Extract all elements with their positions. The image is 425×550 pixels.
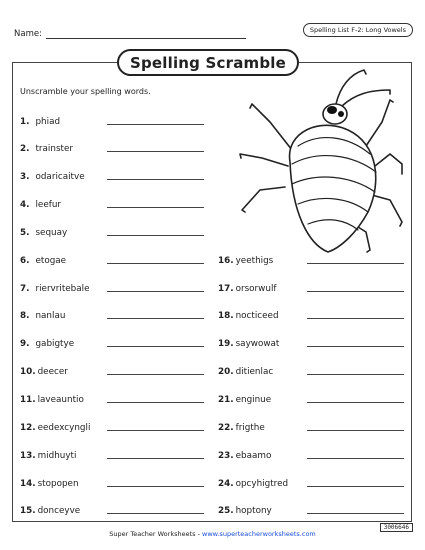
list-item: [20, 307, 65, 321]
list-item: [20, 168, 85, 182]
item-number: 9.: [20, 339, 30, 349]
item-number: 16.: [218, 256, 234, 266]
list-item: [20, 419, 90, 433]
answer-line[interactable]: [107, 513, 204, 514]
answer-line[interactable]: [107, 346, 204, 347]
item-number: 19.: [218, 339, 234, 349]
worksheet-code: 3006646: [380, 523, 413, 532]
answer-line[interactable]: [307, 374, 404, 375]
list-item: [20, 252, 66, 266]
list-item: [218, 335, 279, 349]
item-number: 4.: [20, 200, 30, 210]
answer-line[interactable]: [307, 291, 404, 292]
answer-line[interactable]: [107, 179, 204, 180]
item-number: 2.: [20, 144, 30, 154]
item-number: 8.: [20, 311, 30, 321]
answer-line[interactable]: [307, 430, 404, 431]
scrambled-word: leefur: [35, 200, 62, 210]
scrambled-word: orsorwulf: [235, 284, 277, 294]
list-item: [20, 280, 90, 294]
list-item: [20, 335, 74, 349]
scrambled-word: ditienlac: [235, 367, 274, 377]
answer-line[interactable]: [307, 458, 404, 459]
name-input-line[interactable]: [46, 30, 246, 39]
footer-brand: Super Teacher Worksheets: [109, 530, 196, 538]
list-item: [218, 280, 277, 294]
item-number: 18.: [218, 311, 234, 321]
scrambled-word: nanlau: [35, 311, 66, 321]
scrambled-word: midhuyti: [37, 451, 77, 461]
scrambled-word: ebaamo: [235, 451, 272, 461]
scrambled-word: hoptony: [235, 506, 272, 516]
list-item: [218, 363, 273, 377]
answer-line[interactable]: [107, 151, 204, 152]
scrambled-word: donceyve: [37, 506, 81, 516]
answer-line[interactable]: [307, 402, 404, 403]
list-item: [20, 475, 79, 489]
answer-line[interactable]: [307, 263, 404, 264]
list-item: [218, 502, 272, 516]
scrambled-word: phiad: [35, 117, 61, 127]
item-number: 5.: [20, 228, 30, 238]
list-item: [20, 447, 76, 461]
list-item: [20, 502, 80, 516]
item-number: 10.: [20, 367, 36, 377]
name-label: Name:: [14, 29, 42, 39]
list-item: [20, 196, 61, 210]
item-number: 23.: [218, 451, 234, 461]
item-number: 13.: [20, 451, 36, 461]
page-title: Spelling Scramble: [117, 49, 299, 76]
scrambled-word: enginue: [235, 395, 272, 405]
scrambled-word: etogae: [35, 256, 67, 266]
spelling-list-tag: Spelling List F-2: Long Vowels: [303, 23, 413, 37]
footer: [0, 530, 425, 538]
list-item: [218, 307, 279, 321]
item-number: 20.: [218, 367, 234, 377]
bug-illustration: [230, 62, 415, 272]
item-number: 25.: [218, 506, 234, 516]
footer-separator: -: [195, 530, 203, 538]
list-item: [20, 140, 73, 154]
answer-line[interactable]: [107, 458, 204, 459]
scrambled-word: sequay: [35, 228, 68, 238]
answer-line[interactable]: [107, 207, 204, 208]
scrambled-word: yeethigs: [235, 256, 274, 266]
scrambled-word: stopopen: [37, 479, 79, 489]
answer-line[interactable]: [307, 513, 404, 514]
answer-line[interactable]: [107, 124, 204, 125]
scrambled-word: riervritebale: [35, 284, 90, 294]
list-item: [20, 391, 84, 405]
list-item: [218, 391, 271, 405]
list-item: [218, 475, 288, 489]
answer-line[interactable]: [107, 402, 204, 403]
instructions: Unscramble your spelling words.: [20, 87, 151, 96]
answer-line[interactable]: [107, 263, 204, 264]
item-number: 7.: [20, 284, 30, 294]
answer-line[interactable]: [107, 235, 204, 236]
list-item: [20, 224, 67, 238]
scrambled-word: opcyhigtred: [235, 479, 289, 489]
scrambled-word: laveauntio: [37, 395, 84, 405]
answer-line[interactable]: [307, 486, 404, 487]
item-number: 21.: [218, 395, 234, 405]
item-number: 22.: [218, 423, 234, 433]
answer-line[interactable]: [107, 291, 204, 292]
item-number: 1.: [20, 117, 30, 127]
scrambled-word: nocticeed: [235, 311, 279, 321]
name-field: [14, 29, 246, 39]
answer-line[interactable]: [107, 318, 204, 319]
list-item: [218, 252, 273, 266]
scrambled-word: eedexcyngli: [37, 423, 91, 433]
answer-line[interactable]: [107, 430, 204, 431]
footer-link[interactable]: www.superteacherworksheets.com: [202, 530, 316, 538]
list-item: [20, 113, 60, 127]
list-item: [218, 419, 265, 433]
item-number: 3.: [20, 172, 30, 182]
item-number: 11.: [20, 395, 36, 405]
item-number: 12.: [20, 423, 36, 433]
scrambled-word: trainster: [35, 144, 74, 154]
item-number: 14.: [20, 479, 36, 489]
item-number: 17.: [218, 284, 234, 294]
answer-line[interactable]: [107, 374, 204, 375]
answer-line[interactable]: [107, 486, 204, 487]
scrambled-word: deecer: [37, 367, 68, 377]
item-number: 15.: [20, 506, 36, 516]
scrambled-word: frigthe: [235, 423, 265, 433]
item-number: 6.: [20, 256, 30, 266]
answer-line[interactable]: [307, 346, 404, 347]
scrambled-word: gabigtye: [35, 339, 75, 349]
list-item: [20, 363, 68, 377]
item-number: 24.: [218, 479, 234, 489]
scrambled-word: saywowat: [235, 339, 280, 349]
answer-line[interactable]: [307, 318, 404, 319]
scrambled-word: odaricaitve: [35, 172, 85, 182]
list-item: [218, 447, 271, 461]
